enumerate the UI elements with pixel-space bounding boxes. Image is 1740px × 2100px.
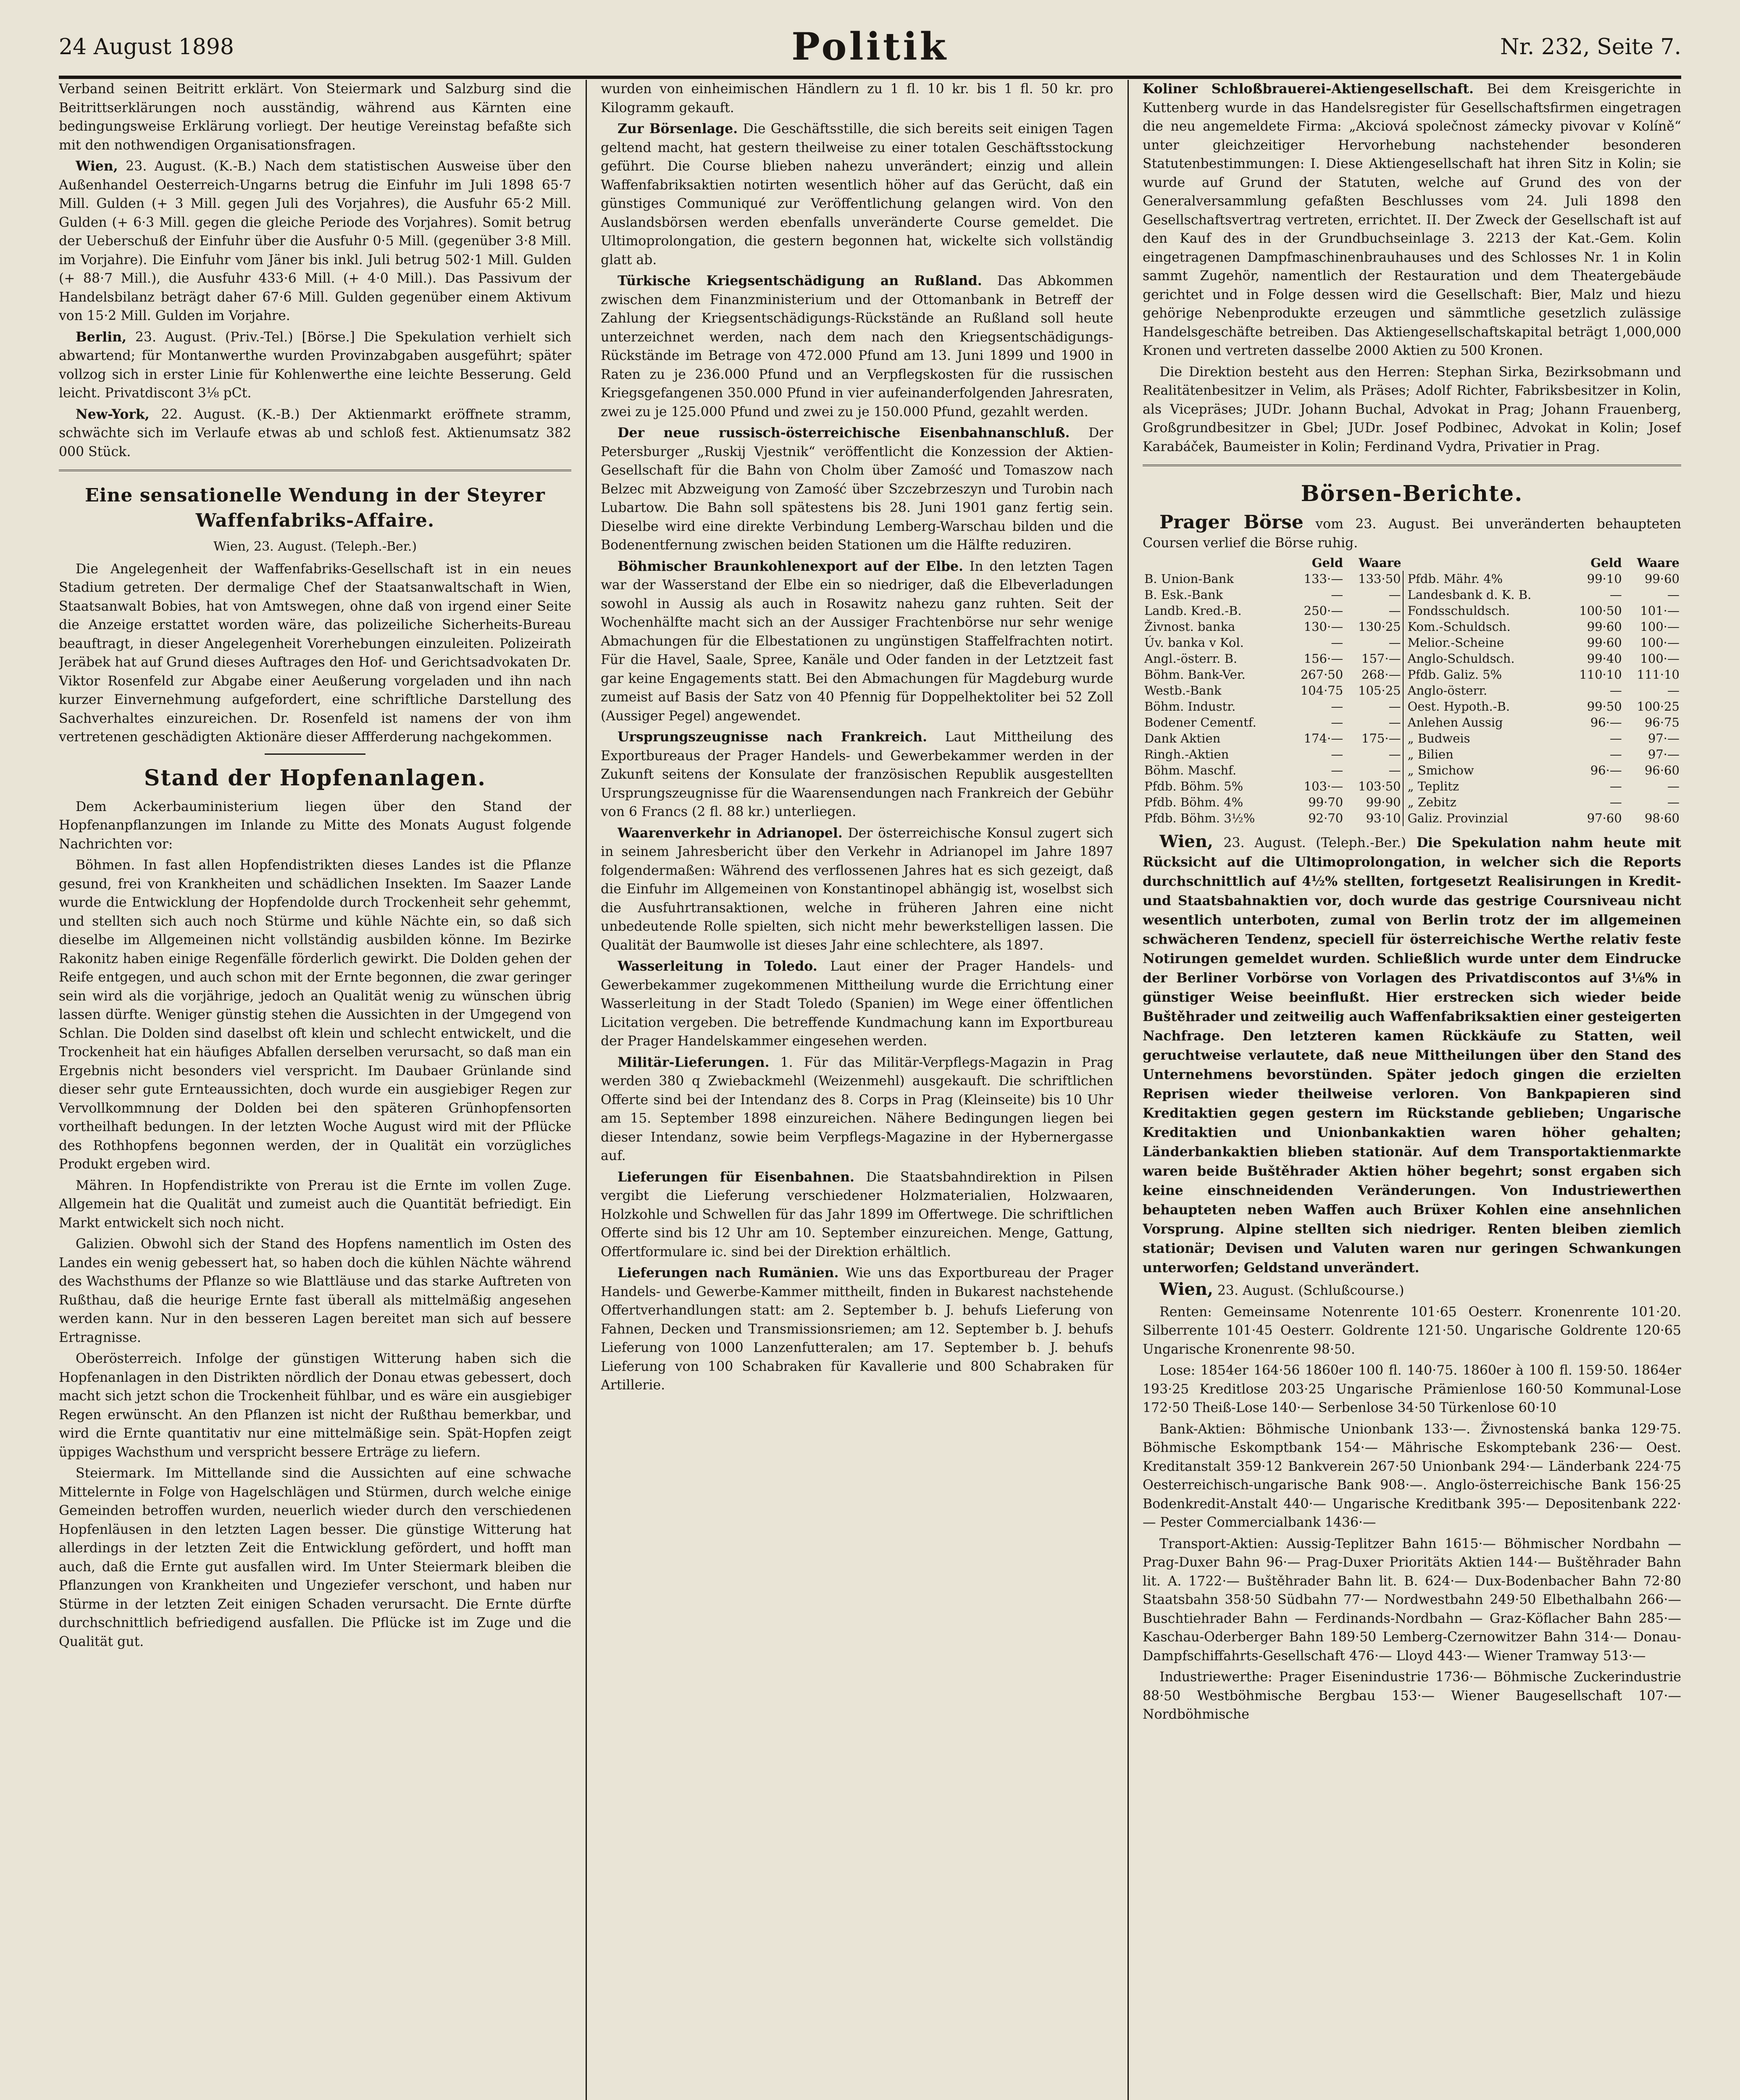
security-name: Dank Aktien	[1144, 731, 1221, 746]
quote-value: 97·—	[1648, 747, 1680, 761]
column-rule	[586, 80, 587, 2100]
security-name: Pfdb. Böhm. 3½%	[1144, 811, 1255, 825]
quote-row	[1143, 714, 1681, 730]
security-name: Oest. Hypoth.-B.	[1403, 698, 1566, 714]
news-item: Zur Börsenlage. Die Geschäftsstille, die sich bereits seit einigen Tagen geltend macht, hat gestern theilweise zu einer totalen Geschäftsstockung geführt. Die Course blieben nahezu unverändert; einzig und allein Waffenfabriksaktien notirten wesentlich höher auf das Gerücht, daß ein günstiges Communiqué zur Veröffentlichung gelangen wird. Von den Auslandsbörsen werden ebenfalls unveränderte Course gemeldet. Die Ultimoprolongation, die gestern begonnen hat, wickelte sich vollständig glatt ab.	[601, 121, 1113, 268]
quote-value: —	[1331, 715, 1343, 730]
schluss-course-list	[1143, 1303, 1681, 1724]
quote-value: 98·60	[1644, 811, 1680, 825]
course-line: Transport-Aktien: Aussig-Teplitzer Bahn 1615·— Böhmischer Nordbahn — Prag-Duxer Bahn 96·— Prag-Duxer Prioritäts Aktien 144·— Buštěhrader Bahn lit. A. 1722·— Buštěhrader Bahn lit. B. 624·— Dux-Bodenbacher Bahn 72·80 Staatsbahn 358·50 Südbahn 77·— Nordwestbahn 249·50 Elbethalbahn 266·— Buschtiehrader Bahn — Ferdinands-Nordbahn — Graz-Köflacher Bahn 285·— Kaschau-Oderberger Bahn 189·50 Lemberg-Czernowitzer Bahn 314·— Donau-Dampfschiffahrts-Gesellschaft 476·— Lloyd 443·— Wiener Tramway 513·—	[1143, 1536, 1681, 1664]
course-line: Bank-Aktien: Böhmische Unionbank 133·—. Živnostenská banka 129·75. Böhmische Eskomptbank 154·— Mährische Eskomptebank 236·— Oest. Kreditanstalt 359·12 Bankverein 267·50 Unionbank 294·— Länderbank 224·75 Oesterreichisch-ungarische Bank 908·—. Anglo-österreichische Bank 156·25 Bodenkredit-Anstalt 440·— Ungarische Kreditbank 395·— Depositenbank 222·— Pester Commercialbank 1436·—	[1143, 1421, 1681, 1530]
news-item: Wasserleitung in Toledo. Laut einer der Prager Handels- und Gewerbekammer zugekommenen Mittheilung wurde die Errichtung einer Wasserleitung in der Stadt Toledo (Spanien) im Wege einer öffentlichen Licitation vergeben. Die betreffende Kundmachung kann im Exportbureau der Prager Handelskammer eingesehen werden.	[601, 958, 1113, 1049]
course-line: Renten: Gemeinsame Notenrente 101·65 Oesterr. Kronenrente 101·20. Silberrente 101·45 Oesterr. Goldrente 121·50. Ungarische Goldrente 120·65 Ungarische Kronenrente 98·50.	[1143, 1304, 1681, 1357]
quote-row	[1143, 587, 1681, 603]
quote-value: 93·10	[1366, 811, 1401, 825]
quote-value: 267·50	[1300, 667, 1343, 682]
quote-value: 157·—	[1362, 651, 1401, 666]
quote-value: —	[1331, 747, 1343, 761]
quote-value: 104·75	[1300, 683, 1343, 698]
quote-value: 100·—	[1640, 620, 1680, 634]
news-item: Ursprungszeugnisse nach Frankreich. Laut Mittheilung des Exportbureaus der Prager Handels- und Gewerbekammer werden in der Zukunft seitens der Konsulate der französischen Republik ausgestellten Ursprungszeugnisse für die Waarensendungen nach Frankreich der Gebühr von 6 Francs (2 fl. 88 kr.) unterliegen.	[601, 729, 1113, 819]
news-item-koliner: Koliner Schloßbrauerei-Aktiengesellschaft. Bei dem Kreisgerichte in Kuttenberg wurde in das Handelsregister für Gesellschaftsfirmen eingetragen die neu angemeldete Firma: „Akciová společnost zámecky pivovar v Kolíně“ unter gleichzeitiger Hervorhebung nachstehender besonderen Statutenbestimmungen: I. Diese Aktiengesellschaft hat ihren Sitz in Kolin; sie wurde auf Grund der Statuten, welche auf Grund des von der Generalversammlung gefaßten Beschlusses vom 24. Juli 1898 den Gesellschaftsvertrag vertreten, errichtet. II. Der Zweck der Gesellschaft ist auf den Kauf des in der Grundbuchseinlage 3. 2213 der Kat.-Gem. Kolin eingetragenen Dampfmaschinenbrauhauses und des Schlosses Nr. 1 in Kolin sammt Zugehör, namentlich der Restauration und dem Theatergebäude gerichtet und in Folge dessen wird die Gesellschaft: Bier, Malz und hiezu gehörige Nebenprodukte erzeugen und sämmtliche gesetzlich zulässige Handelsgeschäfte betreiben. Das Aktiengesellschaftskapital beträgt 1,000,000 Kronen und vertreten dasselbe 2000 Aktien zu 500 Kronen.	[1143, 81, 1681, 358]
quote-value: 103·—	[1304, 779, 1343, 793]
col-head-geld: Geld	[1312, 556, 1343, 570]
news-item-newyork: New-York, 22. August. (K.-B.) Der Aktienmarkt eröffnete stramm, schwächte sich im Verlaufe etwas ab und schloß fest. Aktienumsatz 382 000 Stück.	[59, 406, 571, 459]
article-body: Die Direktion besteht aus den Herren: Stephan Sirka, Bezirksobmann und Realitätenbesitzer in Velim, als Präses; Adolf Richter, Fabriksbesitzer in Kolin, als Vicepräses; JUDr. Johann Buchal, Advokat in Prag; Johann Frauenberg, Großgrundbesitzer in Gbel; JUDr. Josef Podbinec, Advokat in Kolin; Josef Karabáček, Baumeister in Kolin; Ferdinand Vydra, Privatier in Prag.	[1143, 364, 1681, 454]
column-2	[601, 80, 1113, 2100]
column-rule	[1128, 80, 1129, 2100]
news-item: Der neue russisch-österreichische Eisenbahnanschluß. Der Petersburger „Ruskij Vjestnik“ veröffentlicht die Konzession der Aktien-Gesellschaft für die Bahn von Cholm über Zamość und Tomaszow nach Belzec mit Abzweigung von Zamość über Szczebrzeszyn und Turobin nach Lubartow. Die Bahn soll spätestens bis 28. Juni 1901 ganz fertig sein. Dieselbe wird eine direkte Verbindung Lemberg-Warschau bilden und die Bodenentfernung zwischen beiden Stationen um die Hälfte reduziren.	[601, 425, 1113, 553]
article-title-steyr: Eine sensationelle Wendung in der Steyrer Waffenfabriks-Affaire.	[85, 485, 545, 531]
news-item: Lieferungen nach Rumänien. Wie uns das Exportbureau der Prager Handels- und Gewerbe-Kammer mittheilt, finden in Bukarest nachstehende Offertverhandlungen statt: am 2. September b. J. behufs Lieferung von Fahnen, Decken und Transmissionsriemen; am 12. September b. J. behufs Lieferung von 1000 Lanzenfutteralen; am 17. September b. J. behufs Lieferung von 100 Schabraken für Kavallerie und 800 Schabraken für Artillerie.	[601, 1265, 1113, 1393]
quote-row	[1143, 635, 1681, 651]
quote-row	[1143, 619, 1681, 635]
article-body: Galizien. Obwohl sich der Stand des Hopfens namentlich im Osten des Landes ein wenig gebessert hat, so haben doch die kühlen Nächte während des Wachsthums der Pflanze so wie Blattläuse und das starke Auftreten von Rußthau, daß die heurige Ernte fast überall als mittelmäßig angesehen werden kann. Nur in den besseren Lagen bereitet man sich auf bessere Ertragnisse.	[59, 1236, 571, 1345]
quote-value: 96·60	[1644, 763, 1680, 777]
quote-value: 96·75	[1644, 715, 1680, 730]
news-item: Militär-Lieferungen. 1. Für das Militär-Verpflegs-Magazin in Prag werden 380 q Zwiebackmehl (Weizenmehl) ausgekauft. Die schriftlichen Offerte sind bei der Intendanz des 8. Corps in Prag (Kleinseite) bis 10 Uhr am 15. September 1898 einzureichen. Nähere Bedingungen liegen bei dieser Intendanz, sowie beim Verpflegs-Magazine in der Hybernergasse auf.	[601, 1054, 1113, 1163]
quote-value: 99·60	[1587, 635, 1622, 650]
news-item-wien: Wien, 23. August. (Teleph.-Ber.) Die Spekulation nahm heute mit Rücksicht auf die Ultimoprolongation, in welcher sich die Reports durchschnittlich auf 4½% stellten, fortgesetzt Realisirungen in Kredit- und Staatsbahnaktien vor, doch wurde das gestrige Coursniveau nicht wesentlich unterboten, zumal von Berlin trotz der im allgemeinen schwächeren Tendenz, speciell für österreichische Werthe relativ feste Notirungen gemeldet wurden. Schließlich wurde unter dem Eindrucke der Berliner Vorbörse von Vorlagen des Privatdiscontos auf 3⅛% in günstiger Weise beeinflußt. Hier erstrecken sich wieder beide Buštěhrader und zeitweilig auch Waffenfabriksaktien einer gesteigerten Nachfrage. Den letzteren kamen Rückkäufe zu Statten, weil geruchtweise verlautete, daß neue Mittheilungen über den Stand des Unternehmens bevorstünden. Später jedoch gingen die erzielten Reprisen wieder theilweise verloren. Von Bankpapieren sind Kreditaktien gegen gestern im Rückstande geblieben; Ungarische Kreditaktien und Unionbankaktien waren höher gehalten; Länderbankaktien blieben stationär. Auf dem Transportaktienmarkte waren beide Buštěhrader Aktien höher begehrt; sonst ergaben sich keine einschneidenden Veränderungen. Von Industriewerthen behaupteten neben Waffen auch Brüxer Kohlen eine ansehnlichen Vorsprung. Alpine stellten sich niedriger. Renten bleiben ziemlich stationär; Devisen und Valuten waren nur geringen Schwankungen unterworfen; Geldstand unverändert.	[1143, 832, 1681, 1276]
quote-value: —	[1609, 795, 1622, 809]
security-name: Pfdb. Mähr. 4%	[1403, 571, 1566, 587]
quote-value: 100·25	[1637, 699, 1680, 714]
quote-value: 101·—	[1640, 604, 1680, 618]
quote-value: —	[1388, 588, 1401, 602]
page-number: Nr. 232, Seite 7.	[1500, 34, 1681, 60]
quote-value: 99·60	[1644, 572, 1680, 586]
quote-value: 99·40	[1587, 651, 1622, 666]
security-name: „ Budweis	[1403, 730, 1566, 746]
security-name: Kom.-Schuldsch.	[1403, 619, 1566, 635]
quote-value: 97·—	[1648, 731, 1680, 746]
security-name: Úv. banka v Kol.	[1144, 635, 1244, 650]
quote-value: 99·70	[1308, 795, 1343, 809]
security-name: Anglo-österr.	[1403, 682, 1566, 698]
quote-row	[1143, 730, 1681, 746]
security-name: Landb. Kred.-B.	[1144, 604, 1242, 618]
separator	[59, 470, 571, 475]
quote-row	[1143, 746, 1681, 762]
quote-value: 99·90	[1366, 795, 1401, 809]
quote-value: 99·10	[1587, 572, 1622, 586]
article-continuation: Verband seinen Beitritt erklärt. Von Steiermark und Salzburg sind die Beitrittserklärungen noch ausständig, während aus Kärnten eine bedingungsweise Erklärung vorliegt. Der heutige Vereinstag befaßte sich mit den nothwendigen Organisationsfragen.	[59, 81, 571, 153]
quote-value: —	[1667, 683, 1680, 698]
page-header	[59, 17, 1681, 79]
news-item: Türkische Kriegsentschädigung an Rußland. Das Abkommen zwischen dem Finanzministerium und der Ottomanbank in Betreff der Zahlung der Kriegsentschädigungs-Rückstände an Rußland soll heute unterzeichnet werden, nach dem nach den Kriegsentschädigungs-Rückstände im Betrage von 472.000 Pfund am 13. Juni 1899 und 1900 in Raten zu je 236.000 Pfund und an Verpflegskosten für die russischen Kriegsgefangenen 350.000 Pfund in vier aufeinanderfolgenden Jahresraten, zwei zu je 125.000 Pfund und zwei zu je 150.000 Pfund, gezahlt werden.	[601, 273, 1113, 420]
quote-value: —	[1388, 604, 1401, 618]
news-item: Böhmischer Braunkohlenexport auf der Elbe. In den letzten Tagen war der Wasserstand der Elbe ein so niedriger, daß die Elbeverladungen sowohl in Aussig als auch in Rosawitz nahezu ganz ruhten. Seit der Wochenhälfte macht sich an der Aussiger Frachtenbörse nur sehr wenige Abmachungen für die Elbestationen zu ungünstigen Staffelfrachten notirt. Für die Havel, Saale, Spree, Kanäle und Oder fanden in der Letztzeit fast gar keine Engagements statt. Bei den Abmachungen für Magdeburg wurde zumeist auf Basis der Satz von 40 Pfennig für Doppelhektoliter bei 52 Zoll (Aussiger Pegel) angewendet.	[601, 558, 1113, 724]
security-name: Westb.-Bank	[1144, 683, 1222, 698]
quote-value: 174·—	[1304, 731, 1343, 746]
quote-value: —	[1388, 715, 1401, 730]
quote-value: —	[1331, 588, 1343, 602]
news-item: Waarenverkehr in Adrianopel. Der österreichische Konsul zugert sich in seinem Jahresbericht über den Verkehr in Adrianopel im Jahre 1897 folgendermaßen: Während des verflossenen Jahres hat es sich gezeigt, daß die Einfuhr im Allgemeinen von Konstantinopel abhängig ist, woselbst sich die Ausfuhrtransaktionen, welche in früheren Jahren eine nicht unbedeutende Rolle spielten, sich nicht mehr bewerkstelligen lassen. Die Qualität der Baumwolle ist dieses Jahr eine schlechtere, als 1897.	[601, 825, 1113, 953]
security-name: Melior.-Scheine	[1403, 635, 1566, 651]
column-3	[1143, 80, 1681, 2100]
security-name: „ Teplitz	[1403, 778, 1566, 794]
quote-value: —	[1609, 588, 1622, 602]
quote-row	[1143, 667, 1681, 682]
quote-value: —	[1609, 731, 1622, 746]
quote-value: 133·50	[1358, 572, 1401, 586]
quote-value: 100·50	[1579, 604, 1622, 618]
course-line: Lose: 1854er 164·56 1860er 100 fl. 140·75. 1860er à 100 fl. 159·50. 1864er 193·25 Kreditlose 203·25 Ungarische Prämienlose 160·50 Kommunal-Lose 172·50 Theiß-Lose 140·— Serbenlose 34·50 Türkenlose 60·10	[1143, 1363, 1681, 1415]
column-1	[59, 80, 571, 2100]
quote-value: 133·—	[1304, 572, 1343, 586]
prager-boerse-intro: Prager Börse vom 23. August. Bei unveränderten behaupteten Coursen verlief die Börse ruhig.	[1143, 512, 1681, 551]
security-name: Böhm. Bank-Ver.	[1144, 667, 1246, 682]
security-name: „ Bilien	[1403, 746, 1566, 762]
quote-row	[1143, 810, 1681, 826]
quote-value: —	[1388, 699, 1401, 714]
issue-date: 24 August 1898	[59, 34, 234, 60]
quotes-table	[1143, 555, 1681, 826]
quote-value: 175·—	[1362, 731, 1401, 746]
article-body: Dem Ackerbauministerium liegen über den Stand der Hopfenanpflanzungen im Inlande zu Mitte des Monats August folgende Nachrichten vor:	[59, 799, 571, 852]
quote-row	[1143, 651, 1681, 667]
quote-value: —	[1609, 747, 1622, 761]
quote-row	[1143, 682, 1681, 698]
security-name: Anlehen Aussig	[1403, 714, 1566, 730]
quote-value: 99·60	[1587, 620, 1622, 634]
quote-row	[1143, 778, 1681, 794]
quote-value: —	[1388, 763, 1401, 777]
quote-value: 100·—	[1640, 635, 1680, 650]
news-item-wien: Wien, 23. August. (K.-B.) Nach dem statistischen Ausweise über den Außenhandel Oesterreich-Ungarns betrug die Einfuhr im Juli 1898 65·7 Mill. Gulden (+ 3 Mill. gegen Juli des Vorjahres), die Ausfuhr 65·2 Mill. Gulden (+ 6·3 Mill. gegen die gleiche Periode des Vorjahres). Somit betrug der Ueberschuß der Einfuhr über die Ausfuhr 0·5 Mill. (gegenüber 3·8 Mill. im Vorjahre). Die Einfuhr vom Jäner bis inkl. Juli betrug 502·1 Mill. Gulden (+ 88·7 Mill.), die Ausfuhr 433·6 Mill. (+ 4·0 Mill.). Das Passivum der Handelsbilanz beträgt daher 67·6 Mill. Gulden gegenüber einem Aktivum von 15·2 Mill. Gulden im Vorjahre.	[59, 158, 571, 323]
quote-value: 130·25	[1358, 620, 1401, 634]
quote-value: —	[1667, 588, 1680, 602]
quote-value: 97·60	[1587, 811, 1622, 825]
security-name: „ Smichow	[1403, 762, 1566, 778]
news-item: Lieferungen für Eisenbahnen. Die Staatsbahndirektion in Pilsen vergibt die Lieferung verschiedener Holzmaterialien, Holzwaaren, Holzkohle und Schwellen für das Jahr 1899 im Offertwege. Die schriftlichen Offerte sind bis 12 Uhr am 10. September einzureichen. Menge, Gattung, Offertformulare ic. sind bei der Direktion erhältlich.	[601, 1169, 1113, 1260]
col-head-waare: Waare	[1359, 556, 1401, 570]
col-head-geld: Geld	[1590, 556, 1622, 570]
quote-value: 96·—	[1590, 763, 1622, 777]
security-name: „ Zebitz	[1403, 794, 1566, 810]
quote-value: —	[1388, 635, 1401, 650]
schluss-header: Wien, 23. August. (Schlußcourse.)	[1159, 1279, 1404, 1299]
security-name: B. Esk.-Bank	[1144, 588, 1223, 602]
quote-value: —	[1667, 779, 1680, 793]
security-name: Pfdb. Galiz. 5%	[1403, 667, 1566, 682]
article-title-hopfen: Stand der Hopfenanlagen.	[144, 765, 486, 791]
security-name: Böhm. Maschf.	[1144, 763, 1237, 777]
news-item-berlin: Berlin, 23. August. (Priv.-Tel.) [Börse.] Die Spekulation verhielt sich abwartend; für Montanwerthe wurden Provinzabgaben ausgeführt; später vollzog sich in erster Linie für Kohlenwerthe eine leichte Besserung. Geld leicht. Privatdiscont 3⅛ pCt.	[59, 329, 571, 401]
quote-value: —	[1609, 683, 1622, 698]
dateline: Wien, 23. August. (Teleph.-Ber.)	[213, 539, 417, 554]
quote-value: —	[1331, 699, 1343, 714]
quote-value: 92·70	[1308, 811, 1343, 825]
quote-value: —	[1609, 779, 1622, 793]
columns	[59, 80, 1681, 2100]
quote-value: 130·—	[1304, 620, 1343, 634]
quote-value: 99·50	[1587, 699, 1622, 714]
quote-row	[1143, 762, 1681, 778]
separator	[265, 753, 365, 755]
quote-value: 111·10	[1637, 667, 1680, 682]
security-name: Landesbank d. K. B.	[1403, 587, 1566, 603]
quote-value: 105·25	[1358, 683, 1401, 698]
security-name: Böhm. Industr.	[1144, 699, 1236, 714]
security-name: Fondsschuldsch.	[1403, 603, 1566, 619]
quote-value: 96·—	[1590, 715, 1622, 730]
quote-value: 100·—	[1640, 651, 1680, 666]
quote-row	[1143, 794, 1681, 810]
quote-value: 103·50	[1358, 779, 1401, 793]
security-name: Pfdb. Böhm. 5%	[1144, 779, 1243, 793]
col-head-waare: Waare	[1637, 556, 1680, 570]
security-name: Bodener Cementf.	[1144, 715, 1256, 730]
article-body: Steiermark. Im Mittellande sind die Aussichten auf eine schwache Mittelernte in Folge von Hagelschlägen und Stürmen, durch welche einige Gemeinden betroffen wurden, neuerlich wieder durch den verschiedenen Hopfenläusen in den letzten Lagen besser. Die günstige Witterung hat allerdings in der letzten Zeit die Entwicklung gefördert, und hofft man auch, daß die Ernte gut ausfallen wird. Im Unter Steiermark bleiben die Pflanzungen von Krankheiten und Ungeziefer verschont, und haben nur Stürme in der letzten Zeit einigen Schaden verursacht. Die Ernte dürfte durchschnittlich befriedigend ausfallen. Die Pflücke ist im Zuge und die Qualität gut.	[59, 1466, 571, 1649]
security-name: Galiz. Provinzial	[1403, 810, 1566, 826]
separator	[1143, 465, 1681, 470]
article-body: Böhmen. In fast allen Hopfendistrikten dieses Landes ist die Pflanze gesund, frei von Krankheiten und schädlichen Insekten. Im Saazer Lande wurde die Entwicklung der Hopfendolde durch Trockenheit sehr gehemmt, und stellten sich auch noch Stürme und kühle Nächte ein, so daß sich dieselbe im Allgemeinen nicht vollständig ausbilden könne. Im Bezirke Rakonitz haben einige Regenfälle förderlich gewirkt. Die Dolden gehen der Reife entgegen, und auch schon mit der Ernte begonnen, die zwar geringer sein wird als die vorjährige, jedoch an Qualität wenig zu wünschen übrig lassen dürfte. Weniger günstig stehen die Aussichten in der Umgegend von Schlan. Die Dolden sind daselbst oft klein und schlecht entwickelt, und die Trockenheit hat ein häufiges Abfallen derselben verursacht, so daß man ein Ergebnis nicht besonders viel verspricht. Im Daubaer Grünlande sind dieser sehr gute Ernteaussichten, doch wurde ein ausgiebiger Regen zur Vervollkommnung der Dolden bei den späteren Grünhopfensorten vortheilhaft bedungen. In der letzten Woche August wird mit der Pflücke des Rothhopfens begonnen werden, der in Qualität ein vorzügliches Produkt ergeben wird.	[59, 858, 571, 1172]
security-name: Ringh.-Aktien	[1144, 747, 1229, 761]
quote-row	[1143, 698, 1681, 714]
article-body: Die Angelegenheit der Waffenfabriks-Gesellschaft ist in ein neues Stadium getreten. Der dermalige Chef der Staatsanwaltschaft in Wien, Staatsanwalt Bobies, hat von Amtswegen, ohne daß von irgend einer Seite die Anzeige erstattet worden wäre, das polizeiliche Sicherheits-Bureau beauftragt, in dieser Angelegenheit Vorerhebungen einzuleiten. Polizeirath Jeräbek hat auf Grund dieses Auftrages den Hof- und Gerichtsadvokaten Dr. Viktor Rosenfeld zur Abgabe einer Aeußerung vorgeladen und ihn nach kurzer Einvernehmung aufgefordert, eine schriftliche Darstellung des Sachverhaltes einzureichen. Dr. Rosenfeld ist namens der von ihm vertretenen geschädigten Aktionäre dieser Affferderung nachgekommen.	[59, 561, 571, 745]
security-name: Živnost. banka	[1144, 620, 1235, 634]
security-name: Angl.-österr. B.	[1144, 651, 1238, 666]
quote-row	[1143, 571, 1681, 587]
security-name: Pfdb. Böhm. 4%	[1144, 795, 1243, 809]
quote-value: —	[1388, 747, 1401, 761]
quote-value: —	[1667, 795, 1680, 809]
course-line: Industriewerthe: Prager Eisenindustrie 1736·— Böhmische Zuckerindustrie 88·50 Westböhmische Bergbau 153·— Wiener Baugesellschaft 107·— Nordböhmische	[1143, 1670, 1681, 1722]
security-name: B. Union-Bank	[1144, 572, 1234, 586]
article-continuation: wurden von einheimischen Händlern zu 1 fl. 10 kr. bis 1 fl. 50 kr. pro Kilogramm gekauft.	[601, 81, 1113, 116]
quote-value: —	[1331, 635, 1343, 650]
section-title-boersen: Börsen-Berichte.	[1301, 481, 1523, 507]
quote-value: 268·—	[1362, 667, 1401, 682]
security-name: Anglo-Schuldsch.	[1403, 651, 1566, 667]
quote-row	[1143, 603, 1681, 619]
article-body: Oberösterreich. Infolge der günstigen Witterung haben sich die Hopfenanlagen in den Distrikten nördlich der Donau etwas gebessert, doch macht sich jetzt schon die Trockenheit fühlbar, und es wäre ein ausgiebiger Regen erwünscht. An den Pflanzen ist nicht der Rußthau bemerkbar, und wird die Ernte quantitativ nur eine mittelmäßige sein. Spät-Hopfen zeigt üppiges Wachsthum und verspricht bessere Erträge zu liefern.	[59, 1351, 571, 1460]
quote-value: —	[1331, 763, 1343, 777]
quote-value: 156·—	[1304, 651, 1343, 666]
section-title: Politik	[791, 24, 949, 69]
quote-value: 110·10	[1579, 667, 1622, 682]
quote-value: 250·—	[1304, 604, 1343, 618]
article-body: Mähren. In Hopfendistrikte von Prerau ist die Ernte im vollen Zuge. Allgemein hat die Qualität und zumeist auch die Quantität befriedigt. Ein Markt entwickelt sich noch nicht.	[59, 1178, 571, 1231]
